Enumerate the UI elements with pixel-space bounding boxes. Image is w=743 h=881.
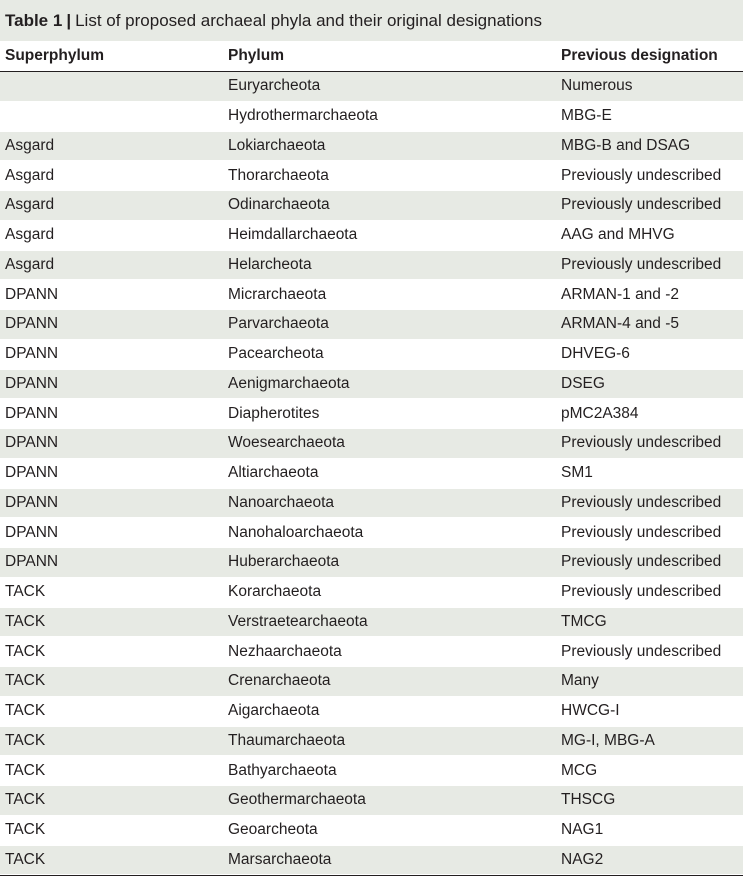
- cell-superphylum: DPANN: [5, 493, 59, 511]
- cell-superphylum: TACK: [5, 821, 46, 839]
- cell-superphylum: DPANN: [5, 374, 59, 392]
- cell-phylum: Pacearcheota: [228, 345, 324, 363]
- table-row: [0, 429, 743, 459]
- cell-phylum: Bathyarchaeota: [228, 761, 337, 779]
- cell-superphylum: TACK: [5, 583, 46, 601]
- table-row: [0, 399, 743, 429]
- cell-superphylum: TACK: [5, 791, 46, 809]
- cell-superphylum: DPANN: [5, 553, 59, 571]
- cell-previous-designation: Previously undescribed: [561, 523, 722, 541]
- table-header-row: [0, 41, 743, 72]
- cell-superphylum: DPANN: [5, 345, 59, 363]
- table-row: [0, 846, 743, 876]
- cell-superphylum: DPANN: [5, 464, 59, 482]
- table-row: [0, 489, 743, 519]
- cell-phylum: Nanohaloarchaeota: [228, 523, 364, 541]
- cell-previous-designation: DSEG: [561, 374, 605, 392]
- cell-superphylum: Asgard: [5, 255, 55, 273]
- cell-previous-designation: Numerous: [561, 77, 633, 95]
- table-row: [0, 459, 743, 489]
- cell-previous-designation: Previously undescribed: [561, 642, 722, 660]
- cell-previous-designation: pMC2A384: [561, 404, 639, 422]
- column-header-phylum: Phylum: [228, 47, 284, 64]
- table-row: [0, 72, 743, 102]
- table-row: [0, 697, 743, 727]
- cell-previous-designation: ARMAN-4 and -5: [561, 315, 680, 333]
- cell-superphylum: TACK: [5, 612, 46, 630]
- cell-phylum: Aenigmarchaeota: [228, 374, 350, 392]
- cell-superphylum: TACK: [5, 672, 46, 690]
- cell-phylum: Odinarchaeota: [228, 196, 330, 214]
- cell-phylum: Heimdallarchaeota: [228, 226, 358, 244]
- cell-phylum: Hydrothermarchaeota: [228, 107, 378, 125]
- cell-previous-designation: THSCG: [561, 791, 616, 809]
- table-title: [0, 0, 743, 41]
- cell-phylum: Geothermarchaeota: [228, 791, 366, 809]
- cell-previous-designation: Many: [561, 672, 599, 690]
- cell-previous-designation: SM1: [561, 464, 593, 482]
- cell-previous-designation: AAG and MHVG: [561, 226, 675, 244]
- cell-phylum: Woesearchaeota: [228, 434, 345, 452]
- table-row: [0, 518, 743, 548]
- cell-previous-designation: Previously undescribed: [561, 434, 722, 452]
- cell-superphylum: Asgard: [5, 166, 55, 184]
- table-row: [0, 132, 743, 162]
- cell-phylum: Lokiarchaeota: [228, 136, 326, 154]
- cell-phylum: Thorarchaeota: [228, 166, 329, 184]
- table-body: [0, 72, 743, 875]
- cell-phylum: Huberarchaeota: [228, 553, 340, 571]
- cell-phylum: Crenarchaeota: [228, 672, 331, 690]
- cell-superphylum: TACK: [5, 642, 46, 660]
- cell-superphylum: TACK: [5, 850, 46, 868]
- cell-superphylum: Asgard: [5, 196, 55, 214]
- column-header-previous-designation: Previous designation: [561, 47, 718, 64]
- cell-phylum: Korarchaeota: [228, 583, 322, 601]
- table-row: [0, 191, 743, 221]
- table-row: [0, 756, 743, 786]
- cell-phylum: Helarcheota: [228, 255, 312, 273]
- cell-previous-designation: ARMAN-1 and -2: [561, 285, 680, 303]
- table-row: [0, 727, 743, 757]
- cell-superphylum: Asgard: [5, 226, 55, 244]
- cell-phylum: Micrarchaeota: [228, 285, 327, 303]
- table-row: [0, 608, 743, 638]
- cell-superphylum: TACK: [5, 761, 46, 779]
- cell-phylum: Euryarcheota: [228, 77, 321, 95]
- cell-superphylum: DPANN: [5, 404, 59, 422]
- cell-phylum: Nanoarchaeota: [228, 493, 334, 511]
- table-row: [0, 786, 743, 816]
- table-row: [0, 816, 743, 846]
- table-row: [0, 637, 743, 667]
- table-row: [0, 667, 743, 697]
- column-header-superphylum: Superphylum: [5, 47, 105, 64]
- table-row: [0, 221, 743, 251]
- cell-previous-designation: NAG2: [561, 850, 604, 868]
- cell-superphylum: TACK: [5, 731, 46, 749]
- cell-previous-designation: Previously undescribed: [561, 196, 722, 214]
- table-row: [0, 548, 743, 578]
- cell-superphylum: DPANN: [5, 434, 59, 452]
- cell-phylum: Parvarchaeota: [228, 315, 329, 333]
- cell-superphylum: DPANN: [5, 285, 59, 303]
- cell-previous-designation: HWCG-I: [561, 702, 620, 720]
- table-row: [0, 310, 743, 340]
- cell-superphylum: TACK: [5, 702, 46, 720]
- cell-phylum: Altiarchaeota: [228, 464, 319, 482]
- table-number: Table 1: [5, 10, 63, 30]
- table-row: [0, 370, 743, 400]
- table-row: [0, 578, 743, 608]
- cell-previous-designation: Previously undescribed: [561, 493, 722, 511]
- table-bottom-rule: [0, 875, 743, 876]
- cell-phylum: Geoarcheota: [228, 821, 318, 839]
- cell-phylum: Aigarchaeota: [228, 702, 320, 720]
- cell-previous-designation: Previously undescribed: [561, 583, 722, 601]
- cell-superphylum: DPANN: [5, 523, 59, 541]
- cell-previous-designation: Previously undescribed: [561, 553, 722, 571]
- cell-phylum: Nezhaarchaeota: [228, 642, 342, 660]
- table-row: [0, 340, 743, 370]
- table-row: [0, 102, 743, 132]
- cell-phylum: Thaumarchaeota: [228, 731, 346, 749]
- cell-previous-designation: Previously undescribed: [561, 255, 722, 273]
- title-separator: |: [66, 10, 72, 30]
- cell-previous-designation: DHVEG-6: [561, 345, 630, 363]
- cell-previous-designation: MCG: [561, 761, 598, 779]
- cell-phylum: Verstraetearchaeota: [228, 612, 368, 630]
- cell-previous-designation: MBG-B and DSAG: [561, 136, 691, 154]
- cell-previous-designation: MBG-E: [561, 107, 612, 125]
- table-caption: List of proposed archaeal phyla and their original designations: [75, 10, 542, 30]
- cell-superphylum: Asgard: [5, 136, 55, 154]
- table-row: [0, 161, 743, 191]
- cell-previous-designation: MG-I, MBG-A: [561, 731, 655, 749]
- table-row: [0, 251, 743, 281]
- cell-previous-designation: Previously undescribed: [561, 166, 722, 184]
- cell-superphylum: DPANN: [5, 315, 59, 333]
- cell-previous-designation: TMCG: [561, 612, 607, 630]
- cell-phylum: Marsarchaeota: [228, 850, 332, 868]
- cell-phylum: Diapherotites: [228, 404, 320, 422]
- cell-previous-designation: NAG1: [561, 821, 604, 839]
- table-row: [0, 280, 743, 310]
